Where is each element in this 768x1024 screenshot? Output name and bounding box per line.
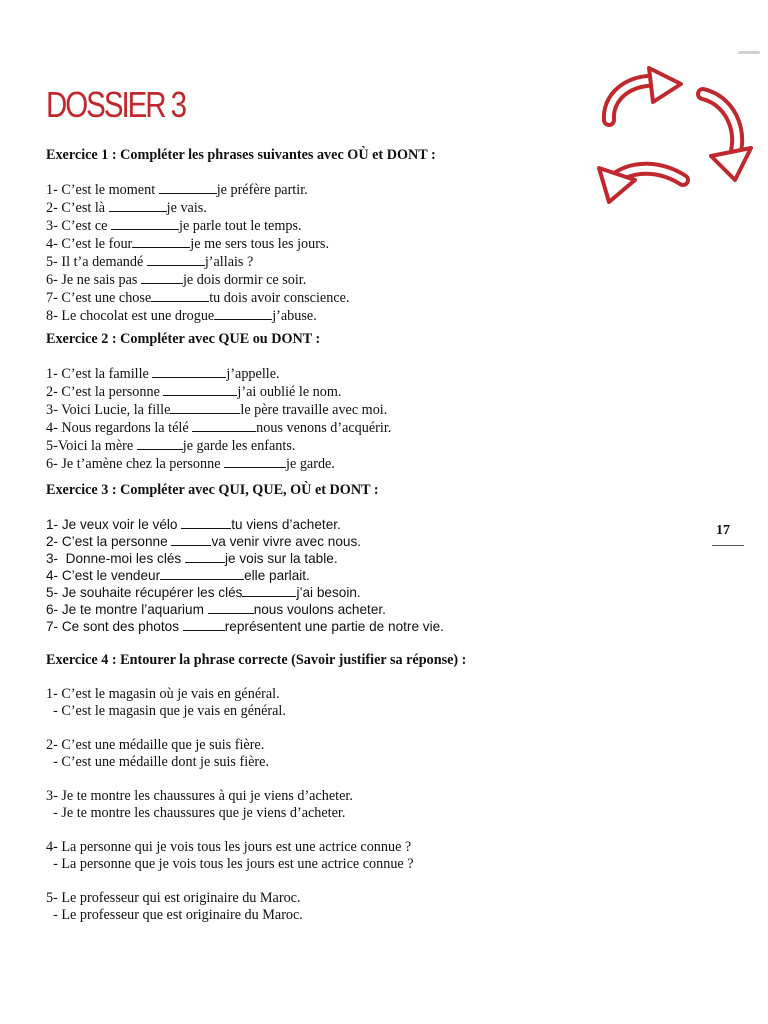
- fill-blank[interactable]: [141, 271, 183, 284]
- exercise-3-item: 4- C’est le vendeur elle parlait.: [46, 568, 310, 583]
- sentence-option[interactable]: 1- C’est le magasin où je vais en général.: [46, 686, 280, 702]
- fill-blank[interactable]: [214, 307, 272, 320]
- exercise-1-item: 8- Le chocolat est une drogue j’abuse.: [46, 308, 317, 324]
- exercise-4-choice-pair: [46, 737, 466, 771]
- exercise-2-heading: Exercice 2 : Compléter avec QUE ou DONT :: [46, 331, 321, 347]
- exercise-4-choice-pair: [46, 890, 466, 924]
- fill-blank[interactable]: [132, 235, 190, 248]
- sentence-option[interactable]: 5- Le professeur qui est originaire du Maroc.: [46, 890, 301, 906]
- exercise-1-item: 6- Je ne sais pas je dois dormir ce soir.: [46, 272, 307, 288]
- exercise-2-item: 1- C’est la famille j’appelle.: [46, 366, 280, 382]
- exercise-1-item: 3- C’est ce je parle tout le temps.: [46, 218, 302, 234]
- exercise-2-item: 3- Voici Lucie, la fille le père travaille avec moi.: [46, 402, 388, 418]
- fill-blank[interactable]: [147, 253, 205, 266]
- exercise-2-item: 4- Nous regardons la télé nous venons d’acquérir.: [46, 420, 392, 436]
- sentence-option[interactable]: 3- Je te montre les chaussures à qui je viens d’acheter.: [46, 788, 353, 804]
- sentence-option[interactable]: - C’est une médaille dont je suis fière.: [46, 754, 269, 770]
- fill-blank[interactable]: [151, 289, 209, 302]
- exercise-2: [46, 331, 391, 473]
- sentence-option[interactable]: - C’est le magasin que je vais en général.: [46, 703, 286, 719]
- fill-blank[interactable]: [137, 437, 183, 450]
- exercise-4-choice-pair: [46, 686, 466, 720]
- fill-blank[interactable]: [163, 383, 237, 396]
- fill-blank[interactable]: [159, 181, 217, 194]
- exercise-2-item: 2- C’est la personne j’ai oublié le nom.: [46, 384, 342, 400]
- exercise-3-item: 7- Ce sont des photos représentent une partie de notre vie.: [46, 619, 444, 634]
- sentence-option[interactable]: - Je te montre les chaussures que je viens d’acheter.: [46, 805, 346, 821]
- fill-blank[interactable]: [224, 455, 286, 468]
- exercise-3-item: 5- Je souhaite récupérer les clés j’ai besoin.: [46, 585, 361, 600]
- fill-blank[interactable]: [185, 550, 225, 563]
- fill-blank[interactable]: [192, 419, 256, 432]
- exercise-4: [46, 652, 466, 941]
- sentence-option[interactable]: 4- La personne qui je vois tous les jours est une actrice connue ?: [46, 839, 412, 855]
- page-title: DOSSIER 3: [46, 84, 186, 125]
- exercise-4-choice-pair: [46, 839, 466, 873]
- exercise-3-item: 1- Je veux voir le vélo tu viens d’acheter.: [46, 517, 341, 532]
- exercise-3: [46, 482, 444, 635]
- exercise-1-item: 2- C’est là je vais.: [46, 200, 207, 216]
- fill-blank[interactable]: [170, 401, 240, 414]
- exercise-1-item: 4- C’est le four je me sers tous les jours.: [46, 236, 329, 252]
- exercise-1: [46, 147, 436, 325]
- page-number-rule: [712, 545, 744, 546]
- exercise-2-item: 5-Voici la mère je garde les enfants.: [46, 438, 296, 454]
- fill-blank[interactable]: [109, 199, 167, 212]
- scroll-indicator: [738, 51, 760, 54]
- fill-blank[interactable]: [171, 533, 211, 546]
- sentence-option[interactable]: 2- C’est une médaille que je suis fière.: [46, 737, 265, 753]
- fill-blank[interactable]: [160, 567, 244, 580]
- exercise-1-item: 5- Il t’a demandé j’allais ?: [46, 254, 254, 270]
- fill-blank[interactable]: [183, 618, 225, 631]
- fill-blank[interactable]: [111, 217, 179, 230]
- exercise-2-item: 6- Je t’amène chez la personne je garde.: [46, 456, 335, 472]
- page-number: 17: [716, 523, 730, 538]
- exercise-3-item: 2- C’est la personne va venir vivre avec nous.: [46, 534, 362, 549]
- fill-blank[interactable]: [208, 601, 254, 614]
- fill-blank[interactable]: [152, 365, 226, 378]
- exercise-3-heading: Exercice 3 : Compléter avec QUI, QUE, OÙ et DONT :: [46, 482, 379, 498]
- exercise-4-heading: Exercice 4 : Entourer la phrase correcte (Savoir justifier sa réponse) :: [46, 652, 467, 668]
- recycle-arrows-icon: [585, 62, 765, 222]
- sentence-option[interactable]: - Le professeur que est originaire du Maroc.: [46, 907, 303, 923]
- exercise-3-item: 6- Je te montre l’aquarium nous voulons acheter.: [46, 602, 386, 617]
- exercise-4-choice-pair: [46, 788, 466, 822]
- exercise-1-item: 7- C’est une chose tu dois avoir conscience.: [46, 290, 350, 306]
- exercise-1-heading: Exercice 1 : Compléter les phrases suivantes avec OÙ et DONT :: [46, 147, 436, 163]
- exercise-1-item: 1- C’est le moment je préfère partir.: [46, 182, 308, 198]
- fill-blank[interactable]: [242, 584, 296, 597]
- sentence-option[interactable]: - La personne que je vois tous les jours est une actrice connue ?: [46, 856, 414, 872]
- exercise-3-item: 3- Donne-moi les clés je vois sur la table.: [46, 551, 338, 566]
- fill-blank[interactable]: [181, 516, 231, 529]
